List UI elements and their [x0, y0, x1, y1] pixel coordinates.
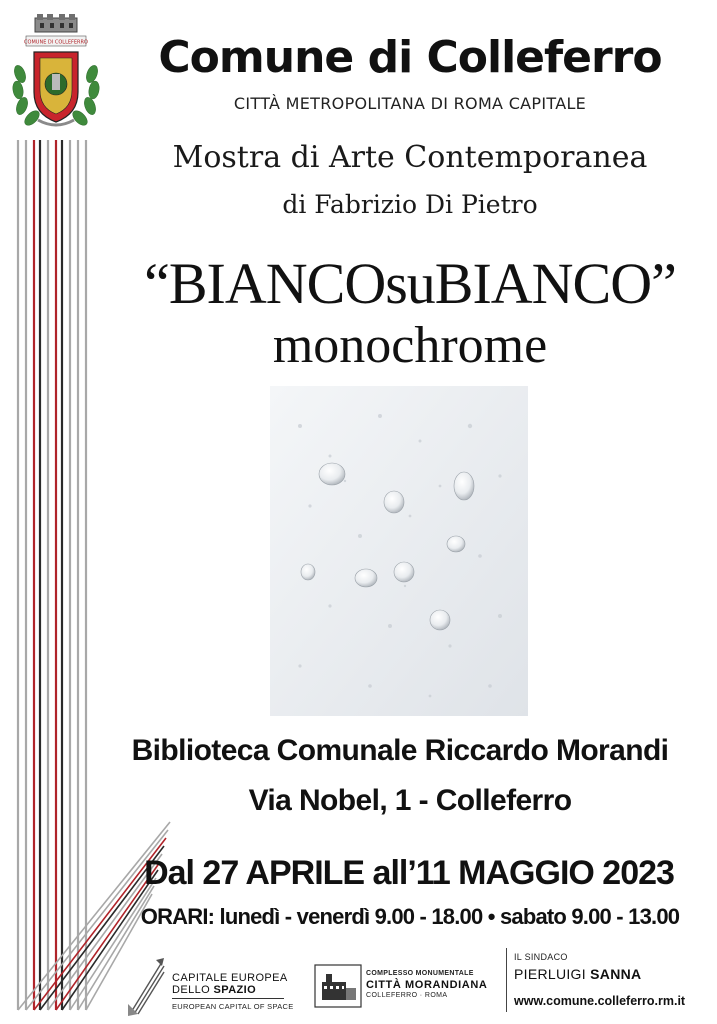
footer-separator [506, 948, 507, 1012]
morandi-line-3: COLLEFERRO · ROMA [366, 992, 448, 999]
mayor-label: IL SINDACO [514, 952, 568, 962]
venue-address: Via Nobel, 1 - Colleferro [248, 784, 572, 817]
venue-name: Biblioteca Comunale Riccardo Morandi [131, 734, 669, 767]
esa-line-2-b: SPAZIO [213, 984, 257, 996]
artwork-image [270, 386, 528, 716]
esa-line-2 [172, 984, 256, 996]
exhibition-subtitle: monochrome [272, 317, 548, 374]
mayor-first-name: PIERLUIGI [514, 966, 591, 982]
esa-line-3: EUROPEAN CAPITAL OF SPACE [172, 1002, 294, 1011]
exhibition-line-1: Mostra di Arte Contemporanea [172, 140, 648, 175]
esa-divider [172, 998, 284, 999]
municipality-title: Comune di Colleferro [158, 32, 662, 83]
morandi-line-2: CITTÀ MORANDIANA [366, 979, 488, 991]
esa-line-1: CAPITALE EUROPEA [172, 972, 288, 984]
website-link[interactable]: www.comune.colleferro.rm.it [514, 994, 686, 1008]
mayor-name [514, 966, 641, 982]
metro-subtitle: CITTÀ METROPOLITANA DI ROMA CAPITALE [233, 94, 587, 113]
exhibition-line-2: di Fabrizio Di Pietro [282, 190, 538, 219]
rocket-icon [124, 956, 168, 1018]
crest-icon [8, 14, 104, 132]
morandi-line-1: COMPLESSO MONUMENTALE [366, 970, 474, 977]
morandi-building-icon [314, 964, 362, 1008]
exhibition-dates: Dal 27 APRILE all’11 MAGGIO 2023 [144, 854, 674, 892]
exhibition-title: “BIANCOsuBIANCO” [144, 251, 676, 316]
crest-banner-text: COMUNE DI COLLEFERRO [24, 39, 88, 46]
esa-line-2-a: DELLO [172, 984, 214, 996]
opening-hours: ORARI: lunedì - venerdì 9.00 - 18.00 • sabato 9.00 - 13.00 [140, 904, 680, 929]
mayor-last-name: SANNA [590, 966, 642, 982]
